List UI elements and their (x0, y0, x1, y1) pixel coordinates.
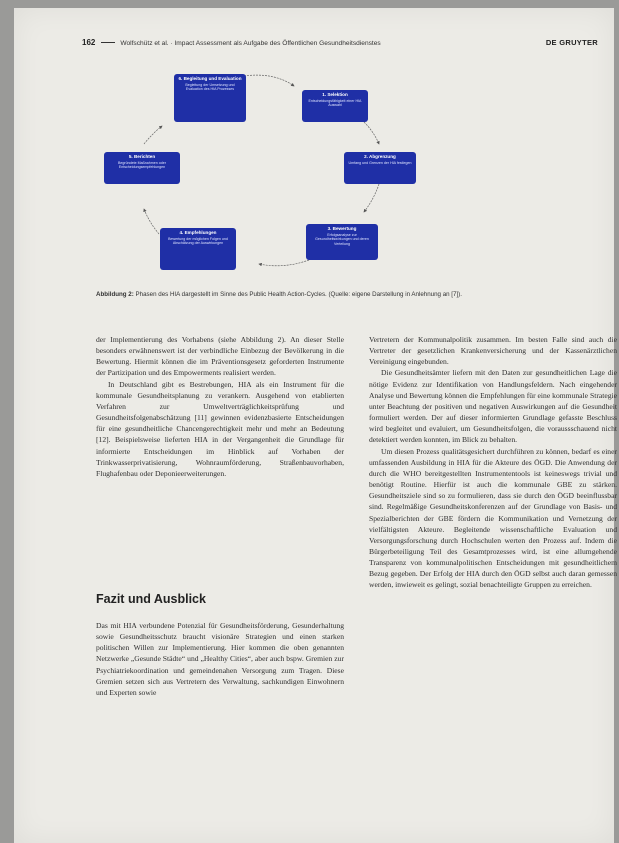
arrow-3-to-4 (259, 260, 309, 266)
running-title: Wolfschütz et al. · Impact Assessment als Aufgabe des Öffentlichen Gesundheitsdienstes (120, 40, 381, 47)
section-heading-fazit: Fazit und Ausblick (96, 592, 206, 606)
right-paragraph-3: Um diesen Prozess qualitätsgesichert durchführen zu können, bedarf es einer umfassenden Ausbildung in HIA für die Akteure des ÖGD. Die Anwendung der durch die WHO bereitgestellten Instrumententools ist keineswegs trivial und benötigt Routine. Hierfür ist auch die kommunale GBE zu stärken. Gesundheitsziele sind so zu formulieren, dass sie durch den ÖGD beeinflussbar sind. Regelmäßige Gesundheitskonferenzen auf der Grundlage von Basis- und Spezialberichten der GBE fördern die Kommunikation und Vernetzung der vielfältigsten Akteure. Begleitende wissenschaftliche Evaluation und Versorgungsforschung durch Hochschulen werten den Prozess auf. Indem die Bürgerbeteiligung Teil des Gesamtprozesses wird, ist eine allumgehende Transparenz von kommunalpolitischen Entscheidungen mit gesundheitlichem Bezug gegeben. Der Erfolg der HIA durch den ÖGD selbst auch daran gemessen werden, inwieweit es gelingt, sozial benachteiligte Gruppen zu erreichen. (369, 446, 617, 590)
arrow-4-to-5 (144, 209, 159, 234)
fazit-paragraph: Das mit HIA verbundene Potenzial für Gesundheitsförderung, Gesunderhaltung sowie Gesundheitsschutz braucht visionäre Strategien und einen starken politischen Willen zur Implementierung. Hier kommen die oben genannten Netzwerke „Gesunde Städte“ und „Healthy Cities“, aber auch bspw. Gremien zur Psychiatriekoordination und gemeindenahen Versorgung zum Tragen. Diese Gremien setzen sich aus Vertretern des Verwaltung, sachkundigen Einwohnern und Experten sowie (96, 621, 344, 697)
caption-label: Abbildung 2: (96, 291, 134, 298)
document-page (14, 8, 617, 843)
left-column-fazit (96, 620, 344, 698)
cycle-node-abgrenzung: 2. Abgrenzung Umfang und Grenzen der HIA festlegen (344, 152, 416, 184)
hia-cycle-diagram (94, 64, 434, 289)
right-paragraph-1: Vertretern der Kommunalpolitik zusammen. Im besten Falle sind auch die Vertreter der gesetzlichen Krankenversicherung und der Kassenärztlichen Vereinigung eingebunden. (369, 335, 617, 367)
caption-text: Phasen des HIA dargestellt im Sinne des Public Health Action-Cycles. (Quelle: eigene Darstellung in Anlehnung an [7]). (135, 291, 462, 298)
right-paragraph-2: Die Gesundheitsämter liefern mit den Daten zur gesundheitlichen Lage die nötige Evidenz zur Identifikation von Handlungsfeldern. Nach eingehender Analyse und Bewertung können die Empfehlungen für eine kommunale Strategie unter Beachtung der positiven und negativen Auswirkungen auf die Gesundheit formuliert werden. Der auf dieser informierten Grundlage gefasste Beschluss wird begleitet und evaluiert, um Gesundheitsfolgen, die voraussschauend nicht detektiert werden konnten, im Blick zu behalten. (369, 368, 617, 445)
left-column-top (96, 334, 344, 479)
arrow-2-to-3 (364, 184, 379, 212)
cycle-node-bewertung: 3. Bewertung Erfolgsanalyse zur Gesundheitswirkungen und deren Verteilung (306, 224, 378, 260)
publisher-name: DE GRUYTER (545, 38, 598, 47)
arrow-1-to-2 (364, 122, 379, 144)
page-number: 162 (82, 38, 96, 47)
left-paragraph-1: der Implementierung des Vorhabens (siehe Abbildung 2). An dieser Stelle besonders erwähnenswert ist der verbindliche Einbezug der Bevölkerung in die Bewertung. Hiermit können die im Präventionsgesetz geforderten Instrumente der Partizipation und des Empowerments realisiert werden. (96, 335, 344, 378)
running-header (82, 38, 598, 50)
header-rule (101, 42, 115, 43)
left-paragraph-2: In Deutschland gibt es Bestrebungen, HIA als ein Instrument für die kommunale Gesundheitsplanung zu verankern. Ausgehend von etablierten Verfahren zur Umweltverträglichkeitsprüfung und Gesundheitsfolgenabschätzung [11] gewinnen evidenzbasierte Entscheidungen für eine gesundheitliche Chancengerechtigkeit mehr und mehr an Bedeutung [12]. Beispielsweise lieferten HIA in der Vergangenheit die Grundlage für informierte Entscheidungen im Hinblick auf Vorhaben der Trinkwasserprivatisierung, Wohnraumförderung, Straßenbauvorhaben, Flughafenbau oder Deponieerweiterungen. (96, 379, 344, 478)
cycle-node-selektion: 1. Selektion Entscheidungsfähigkeit einer HIA Auswahl (302, 90, 368, 122)
arrow-6-to-1 (244, 75, 294, 86)
cycle-node-berichten: 5. Berichten Begründete Maßnahmen oder Entscheidungsempfehlungen (104, 152, 180, 184)
arrow-5-to-6 (144, 126, 162, 144)
right-column (369, 334, 617, 591)
cycle-node-evaluation: 6. Begleitung und Evaluation Begleitung der Umsetzung und Evaluation des HIA Prozesses (174, 74, 246, 122)
figure-caption (96, 291, 516, 300)
cycle-node-empfehlungen: 4. Empfehlungen Bewertung der möglichen Folgen und Abschätzung der Auswirkungen (160, 228, 236, 270)
